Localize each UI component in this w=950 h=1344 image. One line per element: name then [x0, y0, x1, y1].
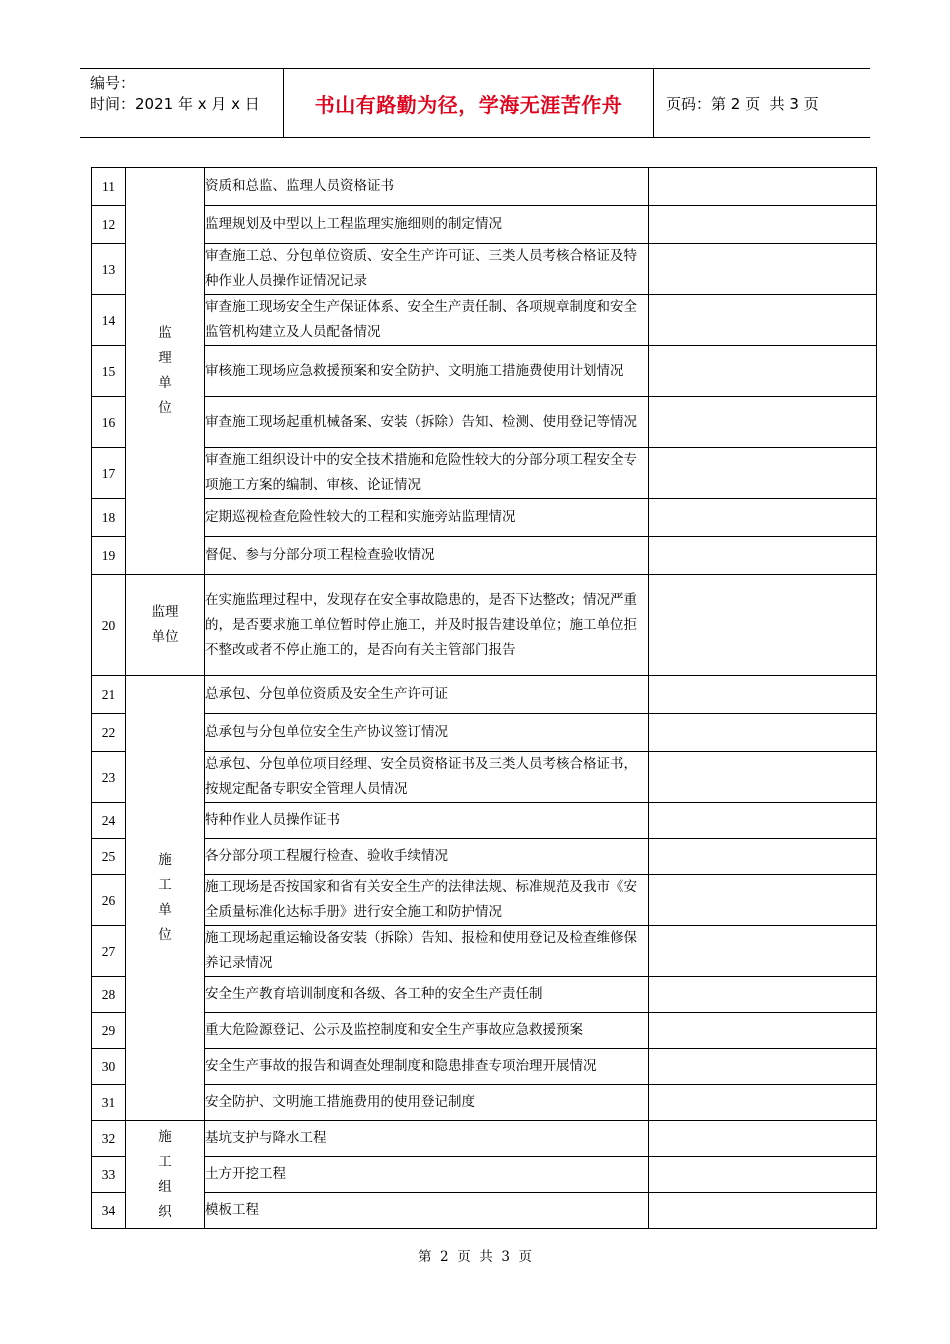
table-row [92, 752, 877, 803]
footer-page-number: 第 2 页 共 3 页 [417, 1249, 533, 1265]
table-row [92, 714, 877, 752]
row-number: 34 [92, 1193, 126, 1229]
item-text: 安全生产教育培训制度和各级、各工种的安全生产责任制 [205, 977, 649, 1013]
table-row [92, 244, 877, 295]
table-row [92, 926, 877, 977]
table-row [92, 1049, 877, 1085]
row-number: 21 [92, 676, 126, 714]
item-text: 在实施监理过程中，发现存在安全事故隐患的，是否下达整改；情况严重的，是否要求施工单位暂时停止施工，并及时报告建设单位；施工单位拒不整改或者不停止施工的，是否向有关主管部门报告 [205, 575, 649, 676]
row-number: 18 [92, 499, 126, 537]
row-number: 11 [92, 168, 126, 206]
row-number: 12 [92, 206, 126, 244]
table-row [92, 168, 877, 206]
row-number: 15 [92, 346, 126, 397]
item-text: 土方开挖工程 [205, 1157, 649, 1193]
category-cell [126, 1121, 205, 1229]
row-number: 14 [92, 295, 126, 346]
result-cell[interactable] [649, 168, 877, 206]
table-row [92, 1193, 877, 1229]
result-cell[interactable] [649, 875, 877, 926]
result-cell[interactable] [649, 1157, 877, 1193]
row-number: 32 [92, 1121, 126, 1157]
category-label: 监理单位 [151, 604, 179, 645]
category-cell [126, 575, 205, 676]
row-number: 19 [92, 537, 126, 575]
result-cell[interactable] [649, 676, 877, 714]
document-date: 时间：2021 年 x 月 x 日 [90, 95, 260, 113]
table-row [92, 1157, 877, 1193]
row-number: 26 [92, 875, 126, 926]
item-text: 安全生产事故的报告和调查处理制度和隐患排查专项治理开展情况 [205, 1049, 649, 1085]
table-row [92, 977, 877, 1013]
item-text: 模板工程 [205, 1193, 649, 1229]
row-number: 25 [92, 839, 126, 875]
item-text: 总承包、分包单位资质及安全生产许可证 [205, 676, 649, 714]
result-cell[interactable] [649, 206, 877, 244]
table-row [92, 295, 877, 346]
page-footer [0, 1245, 950, 1265]
table-row [92, 537, 877, 575]
item-text: 审查施工总、分包单位资质、安全生产许可证、三类人员考核合格证及特种作业人员操作证情况记录 [205, 244, 649, 295]
result-cell[interactable] [649, 1193, 877, 1229]
table-row [92, 839, 877, 875]
item-text: 督促、参与分部分项工程检查验收情况 [205, 537, 649, 575]
result-cell[interactable] [649, 714, 877, 752]
table-row [92, 803, 877, 839]
header-motto: 书山有路勤为径，学海无涯苦作舟 [314, 92, 623, 117]
row-number: 28 [92, 977, 126, 1013]
result-cell[interactable] [649, 803, 877, 839]
table-row [92, 1013, 877, 1049]
page-label: 页码：第 2 页 共 3 页 [666, 94, 819, 113]
item-text: 重大危险源登记、公示及监控制度和安全生产事故应急救援预案 [205, 1013, 649, 1049]
row-number: 13 [92, 244, 126, 295]
table-row [92, 575, 877, 676]
result-cell[interactable] [649, 537, 877, 575]
result-cell[interactable] [649, 926, 877, 977]
row-number: 20 [92, 575, 126, 676]
result-cell[interactable] [649, 1049, 877, 1085]
table-row [92, 346, 877, 397]
row-number: 31 [92, 1085, 126, 1121]
item-text: 施工现场是否按国家和省有关安全生产的法律法规、标准规范及我市《安全质量标准化达标手册》进行安全施工和防护情况 [205, 875, 649, 926]
row-number: 33 [92, 1157, 126, 1193]
document-number-label: 编号： [90, 74, 136, 92]
result-cell[interactable] [649, 1013, 877, 1049]
row-number: 22 [92, 714, 126, 752]
row-number: 30 [92, 1049, 126, 1085]
row-number: 29 [92, 1013, 126, 1049]
result-cell[interactable] [649, 1121, 877, 1157]
item-text: 审查施工现场起重机械备案、安装（拆除）告知、检测、使用登记等情况 [205, 397, 649, 448]
item-text: 各分部分项工程履行检查、验收手续情况 [205, 839, 649, 875]
item-text: 总承包、分包单位项目经理、安全员资格证书及三类人员考核合格证书，按规定配备专职安全管理人员情况 [205, 752, 649, 803]
result-cell[interactable] [649, 397, 877, 448]
result-cell[interactable] [649, 752, 877, 803]
row-number: 23 [92, 752, 126, 803]
item-text: 审查施工组织设计中的安全技术措施和危险性较大的分部分项工程安全专项施工方案的编制、审核、论证情况 [205, 448, 649, 499]
header-divider [653, 69, 654, 137]
result-cell[interactable] [649, 346, 877, 397]
table-row [92, 448, 877, 499]
result-cell[interactable] [649, 499, 877, 537]
item-text: 特种作业人员操作证书 [205, 803, 649, 839]
item-text: 安全防护、文明施工措施费用的使用登记制度 [205, 1085, 649, 1121]
table-row [92, 1121, 877, 1157]
category-label: 施工单位 [158, 852, 172, 943]
result-cell[interactable] [649, 839, 877, 875]
header-page-indicator [666, 69, 819, 137]
result-cell[interactable] [649, 977, 877, 1013]
header-meta [90, 73, 260, 115]
item-text: 审核施工现场应急救援预案和安全防护、文明施工措施费使用计划情况 [205, 346, 649, 397]
row-number: 27 [92, 926, 126, 977]
category-cell [126, 168, 205, 575]
table-row [92, 875, 877, 926]
category-cell [126, 676, 205, 1121]
row-number: 16 [92, 397, 126, 448]
item-text: 资质和总监、监理人员资格证书 [205, 168, 649, 206]
row-number: 17 [92, 448, 126, 499]
item-text: 审查施工现场安全生产保证体系、安全生产责任制、各项规章制度和安全监管机构建立及人员配备情况 [205, 295, 649, 346]
item-text: 施工现场起重运输设备安装（拆除）告知、报检和使用登记及检查维修保养记录情况 [205, 926, 649, 977]
table-row [92, 676, 877, 714]
item-text: 定期巡视检查危险性较大的工程和实施旁站监理情况 [205, 499, 649, 537]
result-cell[interactable] [649, 244, 877, 295]
item-text: 监理规划及中型以上工程监理实施细则的制定情况 [205, 206, 649, 244]
page-header [80, 68, 870, 138]
item-text: 基坑支护与降水工程 [205, 1121, 649, 1157]
row-number: 24 [92, 803, 126, 839]
result-cell[interactable] [649, 1085, 877, 1121]
table-row [92, 206, 877, 244]
table-row [92, 397, 877, 448]
category-label: 施工组织 [158, 1128, 172, 1220]
table-row [92, 499, 877, 537]
table-row [92, 1085, 877, 1121]
inspection-table [91, 167, 877, 1229]
result-cell[interactable] [649, 295, 877, 346]
result-cell[interactable] [649, 575, 877, 676]
result-cell[interactable] [649, 448, 877, 499]
item-text: 总承包与分包单位安全生产协议签订情况 [205, 714, 649, 752]
category-label: 监理单位 [158, 325, 172, 416]
